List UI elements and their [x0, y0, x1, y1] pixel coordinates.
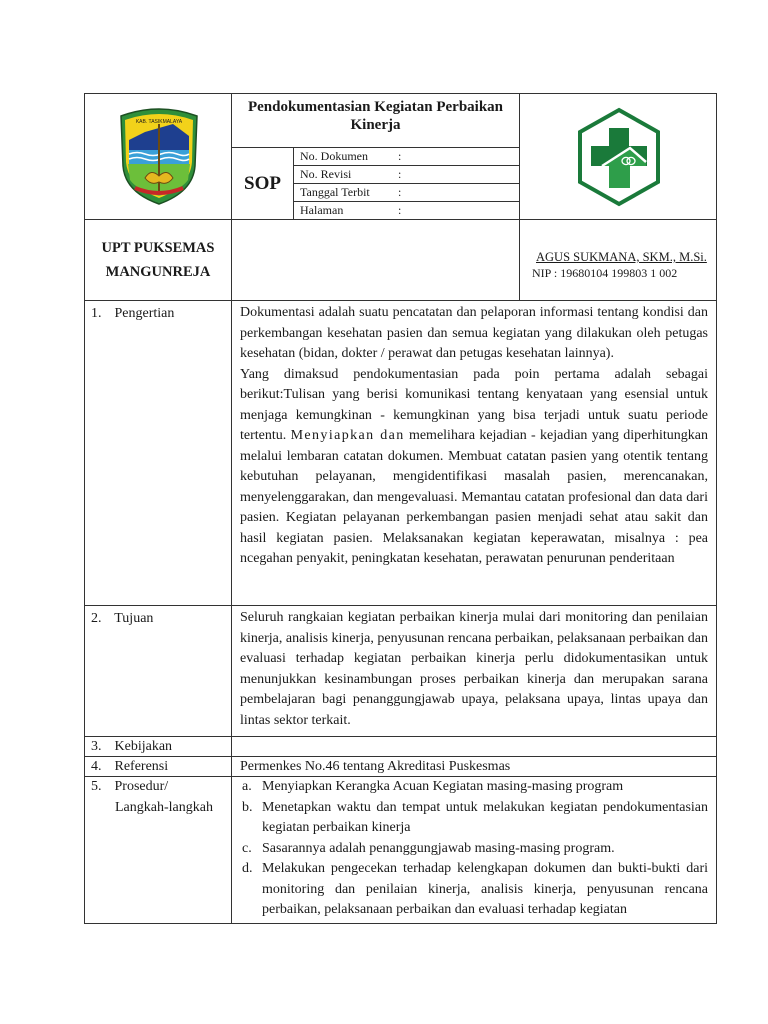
document-title-line2: Kinerja	[350, 117, 401, 133]
pengertian-label: Pengertian	[114, 306, 175, 321]
org-name-line1: UPT PUKSEMAS	[101, 240, 215, 256]
prosedur-label: Prosedur/	[114, 779, 169, 794]
pengertian-paragraph-1: Dokumentasi adalah suatu pencatatan dan pelaporan informasi tentang kondisi dan perkembangan kesehatan pasien dan semua kegiatan yang dilakukan oleh petugas kesehatan (bidan, dokter / perawat dan petugas kesehatan lainnya).	[240, 305, 708, 361]
puskesmas-logo-icon	[574, 106, 664, 208]
kebijakan-label: Kebijakan	[114, 739, 173, 754]
referensi-label: Referensi	[114, 759, 169, 774]
signatory-nip: NIP : 19680104 199803 1 002	[532, 266, 678, 280]
tujuan-label: Tujuan	[114, 611, 154, 626]
row-prosedur-content	[231, 776, 717, 924]
sop-label: SOP	[244, 172, 281, 194]
tujuan-text: Seluruh rangkaian kegiatan perbaikan kinerja mulai dari monitoring dan penilaian kinerja, analisis kinerja, penyusunan rencana perbaikan, pelaksanaan perbaikan dan evaluasi terhadap kegiatan perbaikan kinerja perlu didokumentasikan untuk menunjukkan kesinambungan proses perbaikan kinerja dan merupakan sarana pembelajaran bagi penanggungjawab upaya, pelaksana upaya, lintas upaya dan lintas sektor terkait.	[240, 610, 708, 728]
row-pengertian-content	[231, 300, 717, 606]
row-kebijakan-label: 3. Kebijakan	[84, 736, 232, 757]
prosedur-step-a: a. Menyiapkan Kerangka Acuan Kegiatan masing-masing program	[242, 779, 624, 794]
kabupaten-tasikmalaya-crest-icon	[115, 106, 203, 206]
row-pengertian-label: 1. Pengertian	[84, 300, 232, 606]
svg-text:KAB. TASIKMALAYA: KAB. TASIKMALAYA	[135, 119, 183, 125]
row-prosedur-label: 5. Prosedur/ Langkah-langkah	[84, 776, 232, 924]
prosedur-step-c: c. Sasarannya adalah penanggungjawab masing-masing program.	[242, 840, 615, 856]
title-cell	[231, 93, 520, 148]
row-referensi-label: 4. Referensi	[84, 756, 232, 777]
prosedur-step-d: d. Melakukan pengecekan terhadap kelengkapan dokumen dan bukti-bukti dari monitoring dan penilaian kinerja, analisis kinerja, penyusunan rencana perbaikan, pelaksanaan perbaikan dan evaluasi terhadap kegiatan	[242, 861, 708, 917]
sop-label-cell	[231, 147, 294, 220]
referensi-text: Permenkes No.46 tentang Akreditasi Puskesmas	[240, 759, 511, 774]
org-name-line2: MANGUNREJA	[105, 264, 211, 280]
meta-row-no-revisi: No. Revisi :	[294, 166, 519, 184]
signatory-name: AGUS SUKMANA, SKM., M.Si.	[536, 250, 707, 264]
row-kebijakan-content	[231, 736, 717, 757]
document-title-line1: Pendokumentasian Kegiatan Perbaikan	[247, 99, 504, 115]
row-tujuan-label: 2. Tujuan	[84, 605, 232, 737]
prosedur-step-b: b. Menetapkan waktu dan tempat untuk melakukan kegiatan pendokumentasian kegiatan perbaikan kinerja	[242, 799, 708, 835]
row-referensi-content	[231, 756, 717, 777]
meta-row-halaman: Halaman :	[300, 203, 402, 217]
right-logo-cell	[519, 93, 717, 220]
org-name-cell	[84, 219, 232, 301]
signatory-cell	[519, 219, 717, 301]
left-logo-cell	[84, 93, 232, 220]
pengertian-paragraph-2: Yang dimaksud pendokumentasian pada poin pertama adalah sebagai berikut:Tulisan yang berisi komunikasi tentang kenyataan yang esensial untuk menjaga kemungkinan - kemungkinan yang bisa terjadi untuk suatu periode tertentu. Menyiapkan dan memelihara kejadian - kejadian yang diperhitungkan melalui lembaran catatan dokumen. Membuat catatan pasien yang otentik tentang kebutuhan pelayanan, mengidentifikasi masalah pasien, merencanakan, menyelenggarakan, dan mengevaluasi. Memantau catatan profesional dan data dari pasien. Kegiatan pelayanan perkembangan pasien menjadi sehat atau sakit dan hasil kegiatan pasien. Melaksanakan kegiatan keperawatan, misalnya : pea ncegahan penyakit, peningkatan kesehatan, perawatan penurunan penderitaan	[240, 366, 708, 566]
meta-row-no-dokumen: No. Dokumen :	[294, 148, 519, 166]
meta-row-tanggal-terbit: Tanggal Terbit :	[294, 184, 519, 202]
blank-middle-cell	[231, 219, 520, 301]
document-meta-table	[293, 147, 520, 220]
row-tujuan-content	[231, 605, 717, 737]
